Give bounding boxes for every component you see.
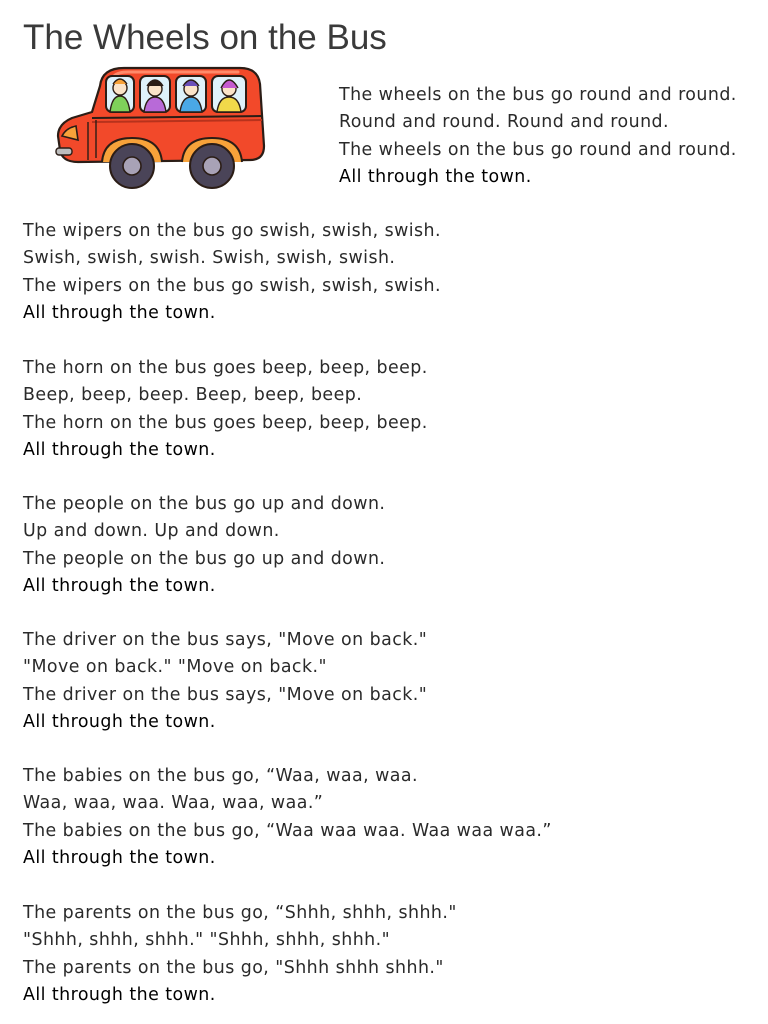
lyric-line: Beep, beep, beep. Beep, beep, beep. <box>23 385 363 406</box>
lyric-line: All through the town. <box>23 711 216 732</box>
lyric-line: All through the town. <box>23 847 216 868</box>
lyric-line: The babies on the bus go, “Waa waa waa. Waa waa waa.” <box>23 820 552 841</box>
lyric-line: Up and down. Up and down. <box>23 521 280 542</box>
lyric-line: "Move on back." "Move on back." <box>23 657 327 678</box>
lyric-line: The wheels on the bus go round and round. <box>339 85 737 105</box>
verse-5 <box>23 627 427 736</box>
lyric-line: All through the town. <box>23 302 216 323</box>
lyric-line: The driver on the bus says, "Move on back." <box>23 684 428 705</box>
lyric-line: Waa, waa, waa. Waa, waa, waa.” <box>23 793 324 814</box>
verse-1 <box>339 82 737 191</box>
verse-7 <box>23 900 457 1009</box>
lyric-line: Swish, swish, swish. Swish, swish, swish. <box>23 248 396 269</box>
verse-2 <box>23 218 441 327</box>
lyric-line: The parents on the bus go, "Shhh shhh shhh." <box>23 957 444 978</box>
lyric-line: The wheels on the bus go round and round. <box>339 139 737 160</box>
lyric-line: The wipers on the bus go swish, swish, swish. <box>23 275 442 296</box>
page-title: The Wheels on the Bus <box>23 18 387 57</box>
lyric-line: All through the town. <box>23 439 216 460</box>
lyric-line: The wipers on the bus go swish, swish, swish. <box>23 221 442 241</box>
lyric-line: The people on the bus go up and down. <box>23 548 386 569</box>
verse-4 <box>23 491 385 600</box>
lyric-line: All through the town. <box>339 166 532 187</box>
lyric-line: The people on the bus go up and down. <box>23 494 386 514</box>
verse-6 <box>23 763 552 872</box>
lyric-line: Round and round. Round and round. <box>339 112 670 133</box>
lyric-line: "Shhh, shhh, shhh." "Shhh, shhh, shhh." <box>23 930 391 951</box>
school-bus-icon <box>52 62 274 196</box>
verse-3 <box>23 355 428 464</box>
lyric-line: The horn on the bus goes beep, beep, beep. <box>23 358 428 378</box>
lyric-line: The horn on the bus goes beep, beep, beep. <box>23 412 428 433</box>
lyric-line: The driver on the bus says, "Move on back." <box>23 630 428 650</box>
lyric-line: The parents on the bus go, “Shhh, shhh, shhh." <box>23 903 457 923</box>
lyric-line: The babies on the bus go, “Waa, waa, waa. <box>23 766 418 786</box>
lyric-line: All through the town. <box>23 575 216 596</box>
lyric-line: All through the town. <box>23 984 216 1005</box>
